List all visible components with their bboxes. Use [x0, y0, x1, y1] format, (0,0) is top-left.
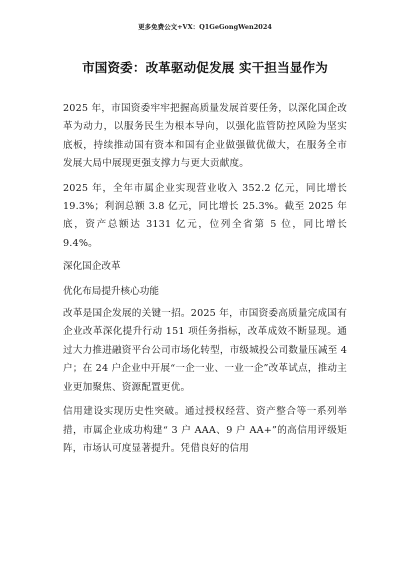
- paragraph-stats: 2025 年，全年市属企业实现营业收入 352.2 亿元，同比增长 19.3%；利润总额 3.8 亿元，同比增长 25.3%。截至 2025 年底，资产总额达 3131 亿元，位列全省第 5 位，同比增长 9.4%。: [63, 182, 347, 249]
- header-note: 更多免费公文+VX：Q1GeGongWen2024: [138, 23, 272, 31]
- paragraph-reform: 改革是国企发展的关键一招。2025 年，市国资委高质量完成国有企业改革深化提升行动 151 项任务指标，改革成效不断显现。通过大力推进融资平台公司市场化转型，市级城投公司数量压减至 4 户；在 24 户企业中开展“一企一业、一业一企”改革试点，推动主业更加聚焦、资源配置更优。: [63, 308, 347, 393]
- subsection-heading: 优化布局提升核心功能: [63, 285, 159, 297]
- page-title: 市国资委：改革驱动促发展 实干担当显作为: [82, 60, 328, 75]
- document-body: [63, 100, 347, 458]
- section-heading: 深化国企改革: [63, 261, 121, 273]
- paragraph-credit: 信用建设实现历史性突破。通过授权经营、资产整合等一系列举措，市属企业成功构建“ 3 户 AAA、9 户 AA+”的高信用评级矩阵，市场认可度显著提升。凭借良好的信用: [63, 406, 347, 454]
- paragraph-intro: 2025 年，市国资委牢牢把握高质量发展首要任务，以深化国企改革为动力，以服务民生为根本导向，以强化监管防控风险为坚实底板，持续推动国有资本和国有企业做强做优做大，在服务全市发展大局中展现更强支撑力与更大贡献度。: [63, 103, 347, 170]
